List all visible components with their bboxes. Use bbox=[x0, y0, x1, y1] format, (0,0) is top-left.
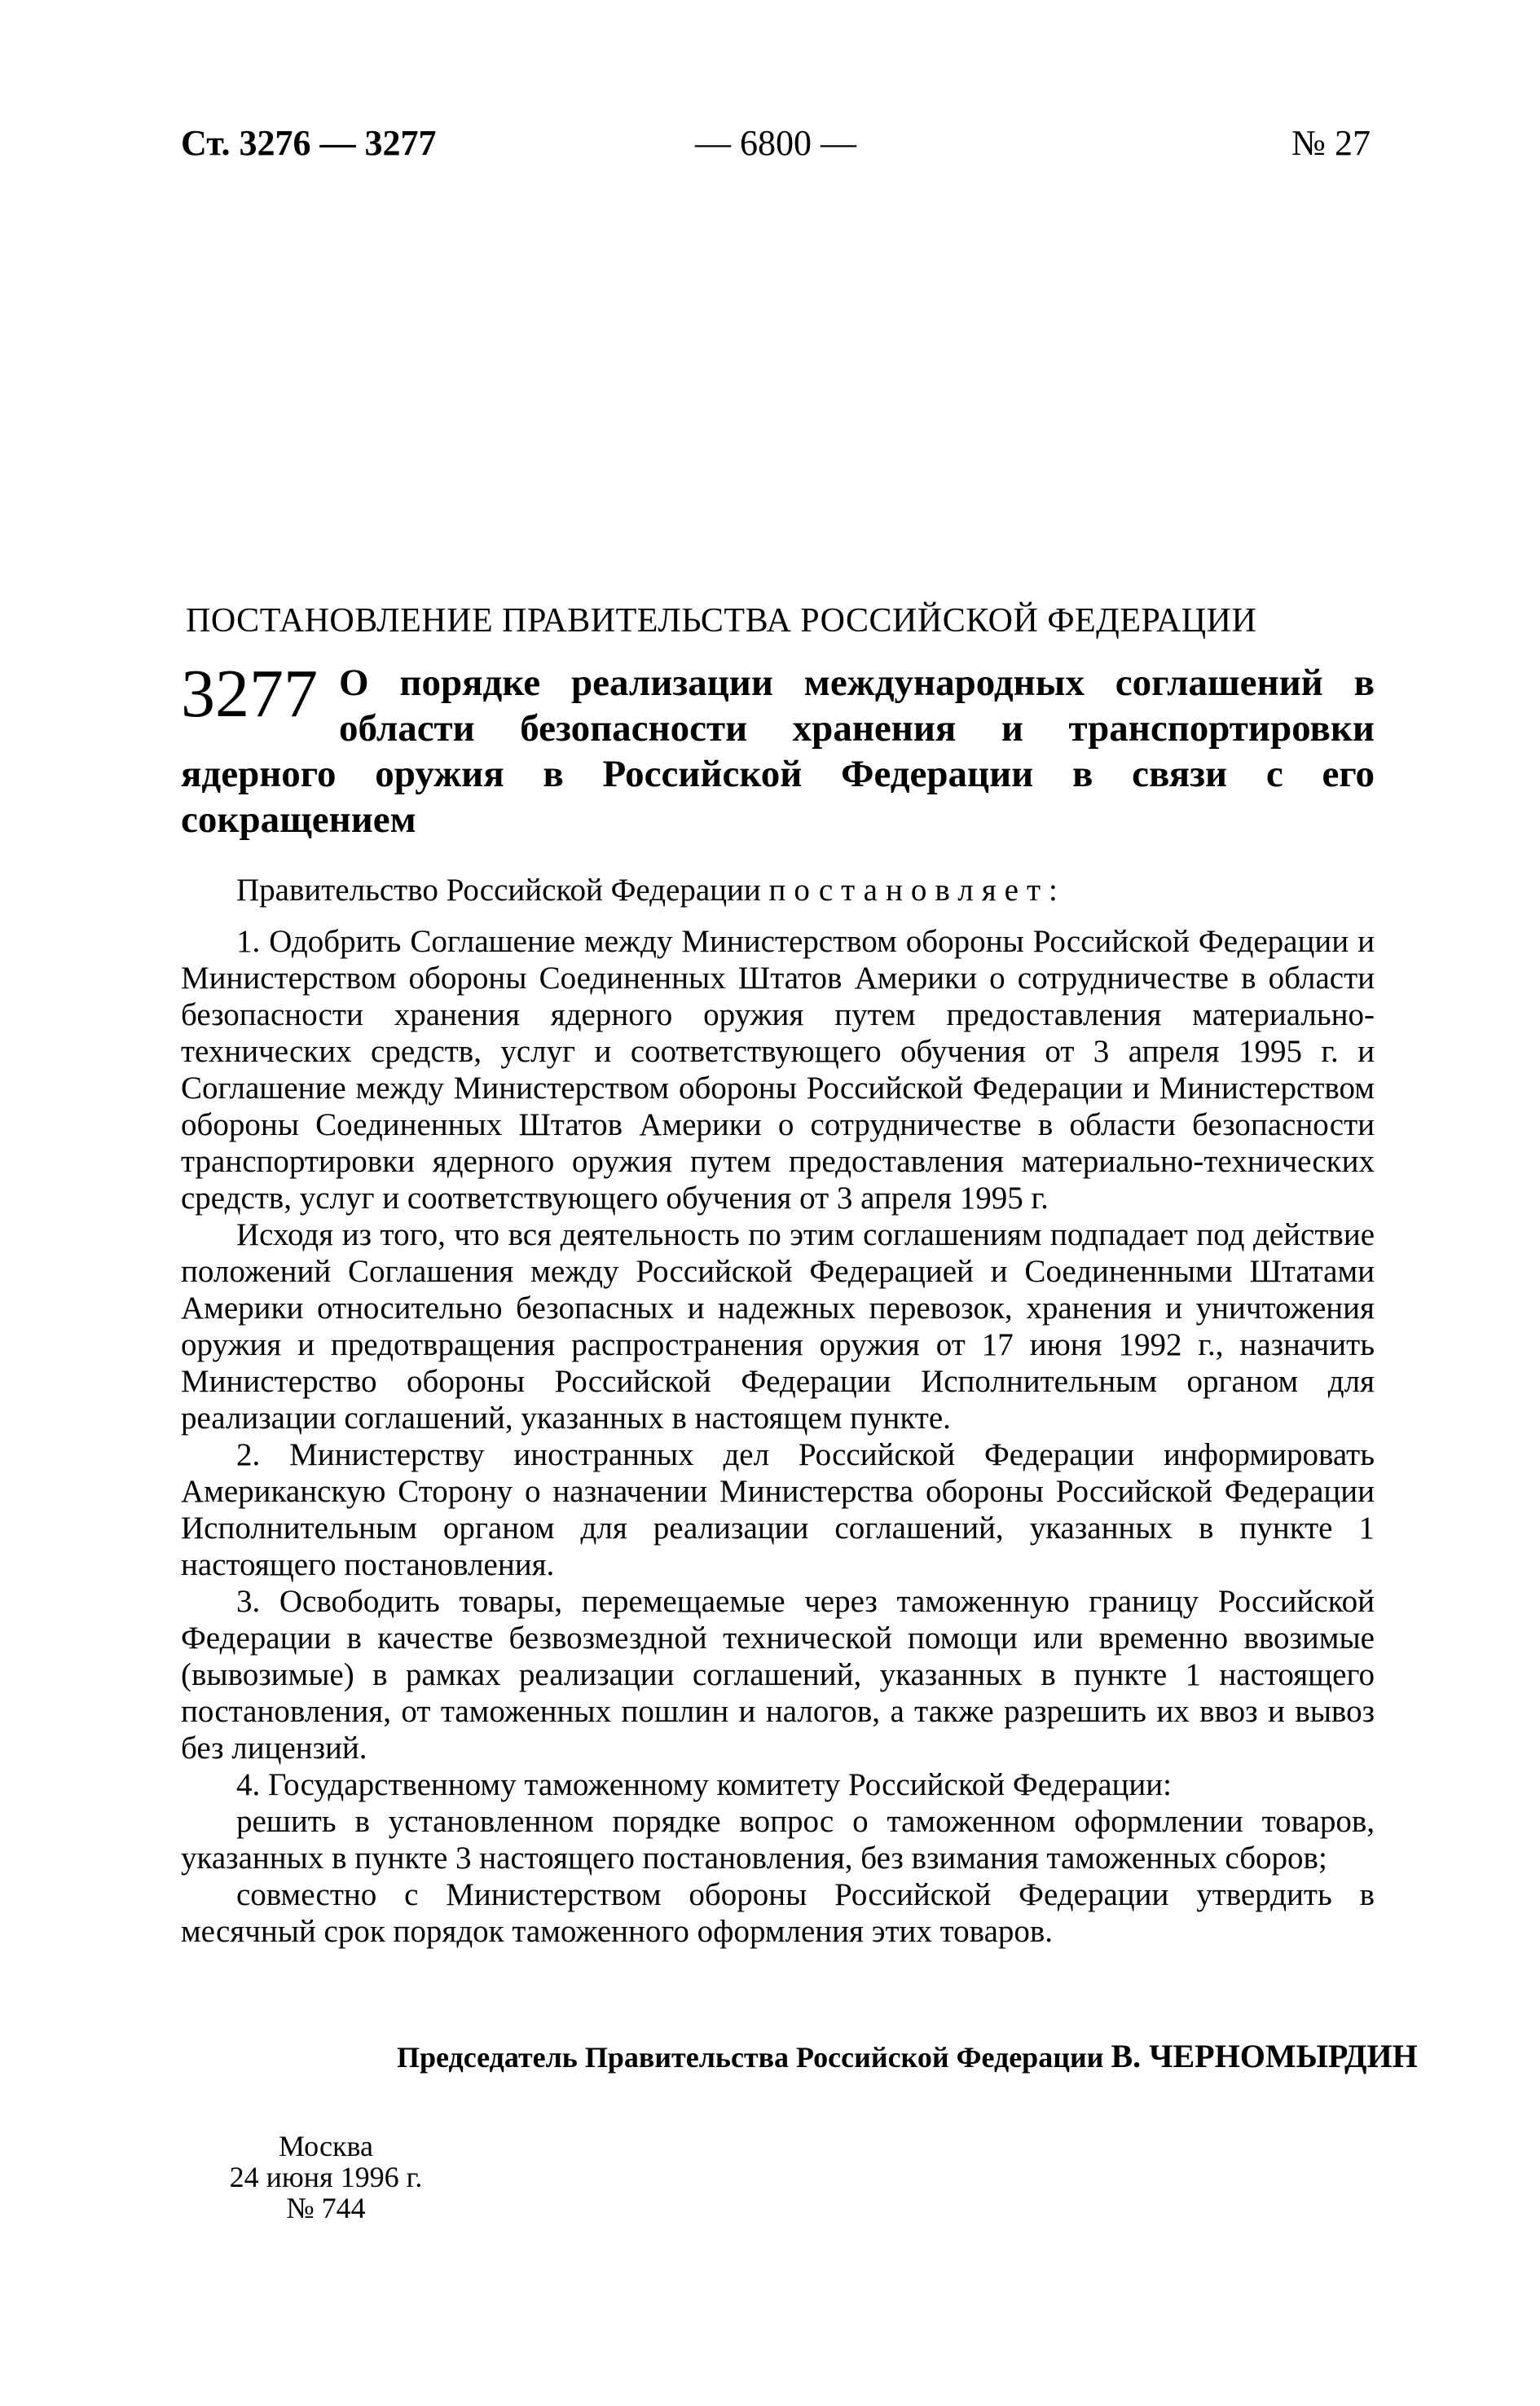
document-body bbox=[181, 872, 1375, 1950]
title-block bbox=[181, 656, 1375, 842]
paragraph-2: 2. Министерству иностранных дел Российской Федерации информировать Американскую Сторону о назначении Министерства обороны Российской Федерации Исполнительным органом для реализации соглашений, указанных в пункте 1 настоящего постановления. bbox=[181, 1437, 1375, 1582]
article-range: Ст. 3276 — 3277 bbox=[181, 123, 437, 163]
document-type: ПОСТАНОВЛЕНИЕ ПРАВИТЕЛЬСТВА РОССИЙСКОЙ ФЕДЕРАЦИИ bbox=[186, 602, 1257, 640]
date: 24 июня 1996 г. bbox=[229, 2161, 423, 2193]
signatory-name: В. ЧЕРНОМЫРДИН bbox=[1111, 2038, 1418, 2074]
document-number: 3277 bbox=[181, 656, 318, 732]
paragraph-4: 4. Государственному таможенному комитету Российской Федерации: bbox=[236, 1767, 1172, 1802]
paragraph-1-cont: Исходя из того, что вся деятельность по этим соглашениям подпадает под действие положений Соглашения между Российской Федерацией и Соединенными Штатами Америки относительно безопасных и надежных перевозок, хранения и уничтожения оружия и предотвращения распространения оружия от 17 июня 1992 г., назначить Министерство обороны Российской Федерации Исполнительным органом для реализации соглашений, указанных в настоящем пункте. bbox=[181, 1217, 1375, 1436]
paragraph-3: 3. Освободить товары, перемещаемые через таможенную границу Российской Федерации в качестве безвозмездной технической помощи или временно ввозимые (вывозимые) в рамках реализации соглашений, указанных в пункте 1 настоящего постановления, от таможенных пошлин и налогов, а также разрешить их ввоз и вывоз без лицензий. bbox=[181, 1584, 1375, 1766]
intro-line bbox=[181, 872, 1375, 908]
signatory-position: Председатель Правительства Российской Федерации bbox=[397, 2041, 1104, 2074]
city: Москва bbox=[279, 2130, 373, 2162]
page-number: — 6800 — bbox=[695, 123, 856, 163]
document-title: О порядке реализации международных соглашений в области безопасности хранения и транспортировки ядерного оружия в Российской Федерации в связи с его сокращением bbox=[181, 662, 1375, 841]
intro-resolves: постановляет: bbox=[768, 873, 1066, 908]
decree-number: № 744 bbox=[286, 2192, 366, 2224]
intro-prefix: Правительство Российской Федерации bbox=[236, 873, 769, 908]
running-header bbox=[181, 122, 1371, 171]
paragraph-4-item-1: решить в установленном порядке вопрос о таможенном оформлении товаров, указанных в пункте 3 настоящего постановления, без взимания таможенных сборов; bbox=[181, 1804, 1375, 1876]
signature-line bbox=[397, 2037, 1418, 2075]
issue-number: № 27 bbox=[1291, 123, 1371, 163]
paragraph-1: 1. Одобрить Соглашение между Министерством обороны Российской Федерации и Министерством обороны Соединенных Штатов Америки о сотрудничестве в области безопасности хранения ядерного оружия путем предоставления материально-технических средств, услуг и соответствующего обучения от 3 апреля 1995 г. и Соглашение между Министерством обороны Российской Федерации и Министерством обороны Соединенных Штатов Америки о сотрудничестве в области безопасности транспортировки ядерного оружия путем предоставления материально-технических средств, услуг и соответствующего обучения от 3 апреля 1995 г. bbox=[181, 924, 1375, 1216]
paragraph-4-item-2: совместно с Министерством обороны Российской Федерации утвердить в месячный срок порядок таможенного оформления этих товаров. bbox=[181, 1877, 1375, 1949]
place-and-date bbox=[212, 2131, 440, 2223]
